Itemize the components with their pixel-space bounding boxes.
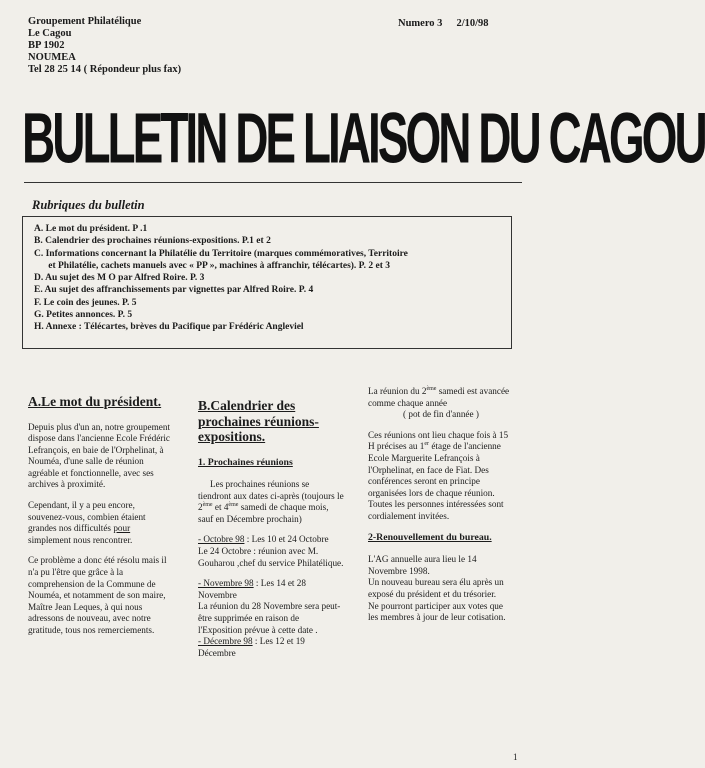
contents-heading: Rubriques du bulletin <box>32 198 145 212</box>
title-divider <box>24 182 522 183</box>
calendar-note: Le 24 Octobre : réunion avec M. Gouharou ,chef du service Philatélique. <box>198 546 344 568</box>
toc-item: H. Annexe : Télécartes, brèves du Pacifique par Frédéric Angleviel <box>34 322 304 333</box>
org-line: NOUMEA <box>28 52 76 63</box>
paragraph: Ne pourront participer aux votes que les membres à jour de leur cotisation. <box>368 600 506 623</box>
paragraph: Ce problème a donc été résolu mais il n'a pu l'être que grâce à la comprehension de la Commune de Nouméa, et notamment de son maire, Maître Jean Leques, à qui nous adressons de nouveau, avec notre gratitude, tous nos remerciements. <box>28 555 167 635</box>
org-line: Le Cagou <box>28 28 72 39</box>
paragraph: Les prochaines réunions se tiendront aux dates ci-après (toujours le 2ème et 4ème samedi de chaque mois, sauf en Décembre prochain) <box>198 479 344 524</box>
calendar-note: La réunion du 28 Novembre sera peut-être supprimée en raison de l'Exposition prévue à cette date . <box>198 601 341 635</box>
paragraph: Un nouveau bureau sera élu après un exposé du président et du trésorier. <box>368 577 504 599</box>
toc-item: F. Le coin des jeunes. P. 5 <box>34 297 137 308</box>
table-of-contents <box>22 216 512 349</box>
toc-item: A. Le mot du président. P .1 <box>34 224 148 234</box>
paragraph: ( pot de fin d'année ) <box>403 409 479 420</box>
bulletin-title: BULLETIN DE LIAISON DU CAGOU <box>22 97 705 179</box>
column-meetings-info <box>368 386 514 633</box>
issue-info <box>398 18 489 29</box>
paragraph: La réunion du 2ème samedi est avancée comme chaque année <box>368 385 510 408</box>
toc-item: D. Au sujet des M O par Alfred Roire. P. 3 <box>34 273 205 284</box>
org-line: Tel 28 25 14 ( Répondeur plus fax) <box>28 64 182 75</box>
calendar-entry: - Décembre 98 : Les 12 et 19 Décembre <box>198 636 305 658</box>
calendar-entry: - Octobre 98 : Les 10 et 24 Octobre <box>198 534 329 545</box>
toc-item: et Philatélie, cachets manuels avec « PP », machines à affranchir, télécartes). P. 2 et 3 <box>34 260 390 271</box>
calendar-entry: - Novembre 98 : Les 14 et 28 Novembre <box>198 578 306 600</box>
column-calendar <box>198 398 344 668</box>
issue-number: Numero 3 <box>398 18 443 29</box>
paragraph: L'AG annuelle aura lieu le 14 Novembre 1998. <box>368 554 477 576</box>
issue-date: 2/10/98 <box>456 18 489 29</box>
organization-address <box>28 16 181 76</box>
paragraph: Ces réunions ont lieu chaque fois à 15 H précises au 1er étage de l'ancienne Ecole Marguerite Lefrançois à l'Orphelinat, en face de Fiat. Des conférences seront en principe organisées lors de chaque réunion. <box>368 429 509 498</box>
org-line: Groupement Philatélique <box>28 16 142 27</box>
section-heading-bureau: 2-Renouvellement du bureau. <box>368 531 492 543</box>
page-number: 1 <box>513 752 518 762</box>
toc-item: E. Au sujet des affranchissements par vignettes par Alfred Roire. P. 4 <box>34 285 314 296</box>
paragraph: Depuis plus d'un an, notre groupement dispose dans l'ancienne Ecole Frédéric Lefrançois, en baie de l'Orphelinat, à Nouméa, d'une salle de réunion agréable et fonctionnelle, avec ses archives à proximité. <box>28 421 170 490</box>
paragraph: Toutes les personnes intéressées sont cordialement invitées. <box>368 499 504 521</box>
paragraph: Cependant, il y a peu encore, souvenez-vous, combien étaient grandes nos difficultés pour simplement nous rencontrer. <box>28 500 146 545</box>
toc-item: G. Petites annonces. P. 5 <box>34 310 133 321</box>
section-heading-b: B.Calendrier des prochaines réunions-expositions. <box>198 398 319 444</box>
subheading-next-meetings: 1. Prochaines réunions <box>198 456 293 468</box>
toc-item: B. Calendrier des prochaines réunions-expositions. P.1 et 2 <box>34 236 271 247</box>
section-heading-a: A.Le mot du président. <box>28 394 162 409</box>
toc-item: C. Informations concernant la Philatélie du Territoire (marques commémoratives, Territoire <box>34 248 408 259</box>
org-line: BP 1902 <box>28 40 65 51</box>
column-president-word <box>28 394 174 646</box>
